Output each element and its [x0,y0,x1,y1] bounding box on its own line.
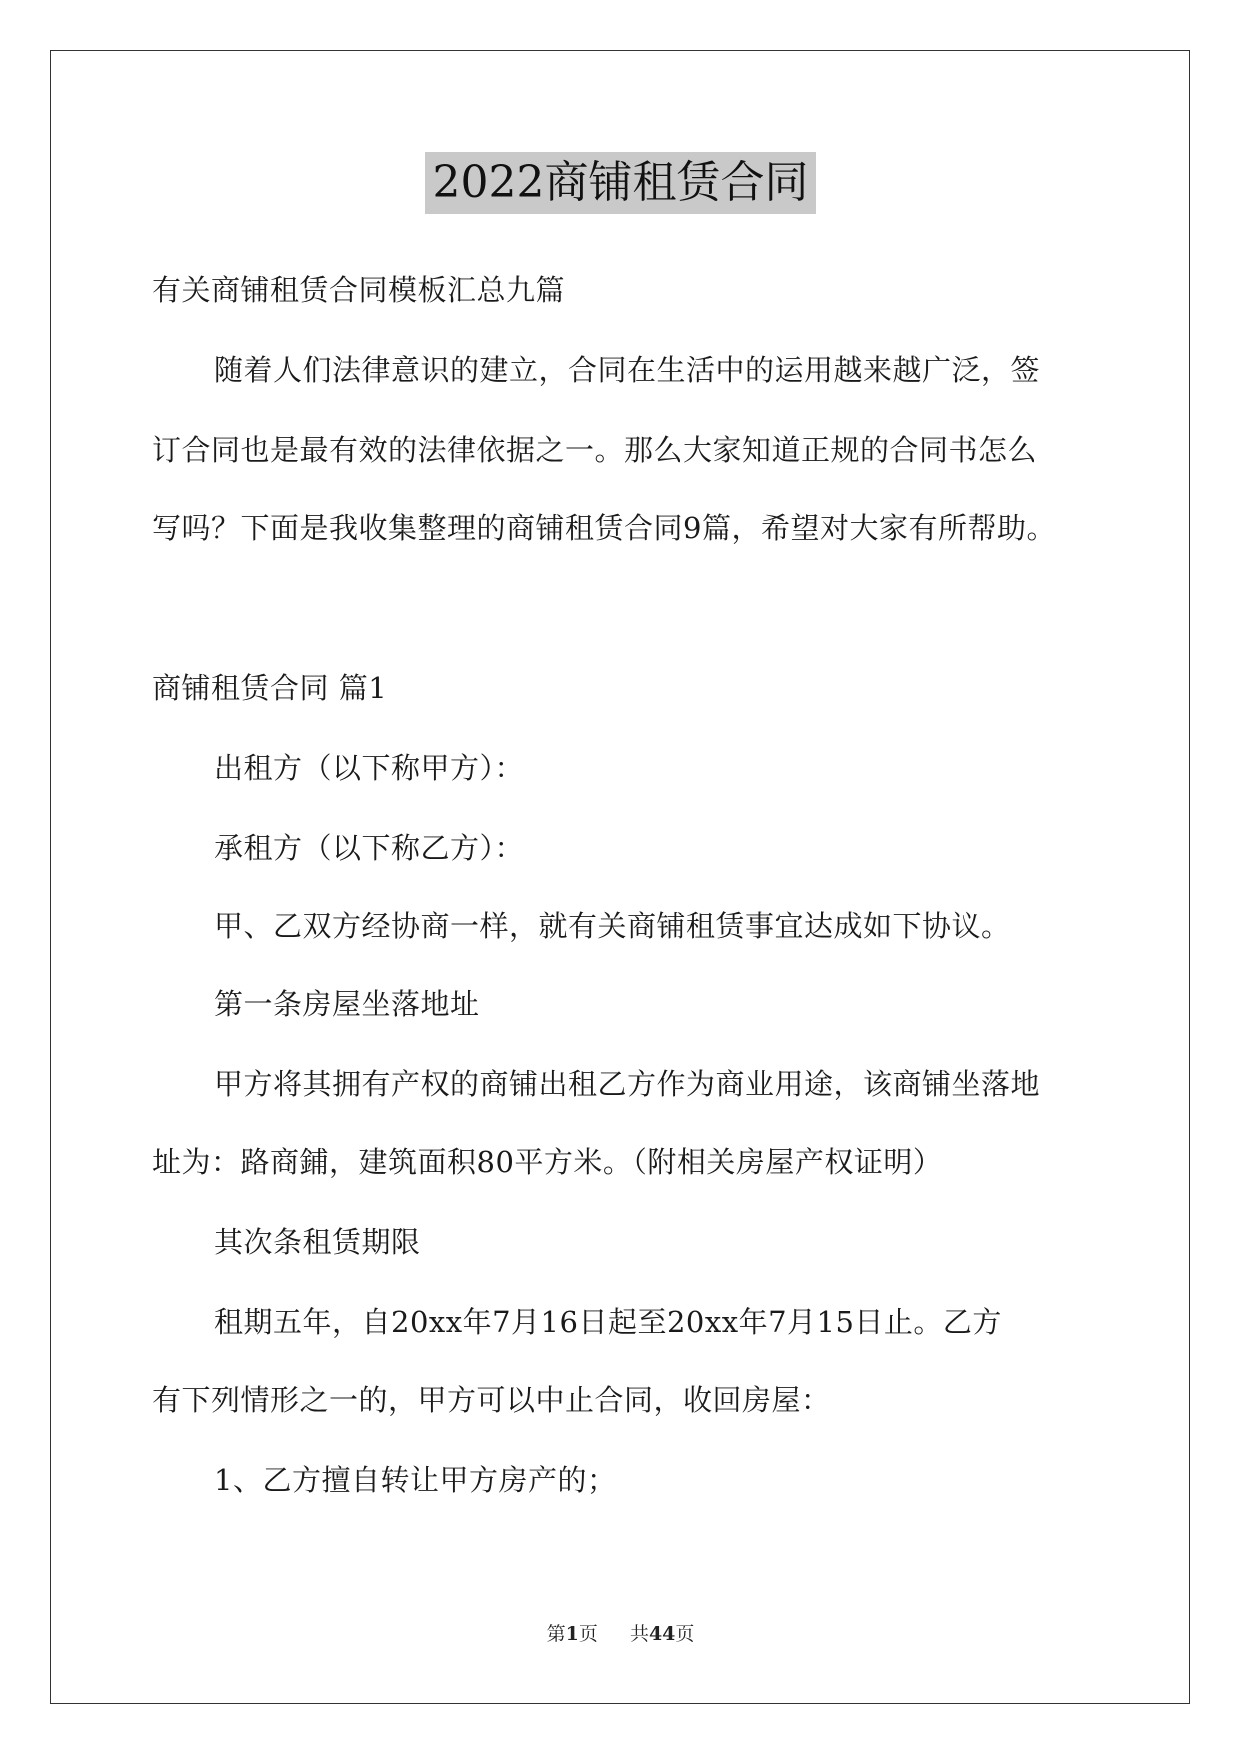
body-line-agreement: 甲、乙双方经协商一样，就有关商铺租赁事宜达成如下协议。 [214,909,1011,943]
article-1-text-2: 址为：路商鋪，建筑面积80平方米。（附相关房屋产权证明） [152,1145,943,1179]
footer-page-number: 1 [565,1623,579,1645]
body-line-lessor: 出租方（以下称甲方）： [214,751,525,785]
article-2-text-1: 租期五年，自20xx年7月16日起至20xx年7月15日止。乙方 [214,1305,1002,1339]
intro-line-1: 随着人们法律意识的建立，合同在生活中的运用越来越广泛，签 [214,353,1041,387]
document-subtitle: 有关商铺租赁合同模板汇总九篇 [152,273,566,307]
article-2-heading: 其次条租赁期限 [214,1225,421,1259]
intro-line-3: 写吗？下面是我收集整理的商铺租赁合同9篇，希望对大家有所帮助。 [152,511,1056,545]
article-2-text-2: 有下列情形之一的，甲方可以中止合同，收回房屋： [152,1383,831,1417]
article-1-text-1: 甲方将其拥有产权的商铺出租乙方作为商业用途，该商铺坐落地 [214,1067,1041,1101]
footer-page-prefix: 第 [546,1623,566,1645]
footer-total-pages: 44 [648,1623,676,1645]
title-container [0,152,1241,214]
footer-total-prefix: 共 [629,1623,649,1645]
footer-page-suffix: 页 [578,1623,598,1645]
intro-line-2: 订合同也是最有效的法律依据之一。那么大家知道正规的合同书怎么 [152,433,1038,467]
document-title: 2022商铺租赁合同 [425,152,817,214]
page-footer [0,1622,1241,1646]
article-1-heading: 第一条房屋坐落地址 [214,987,480,1021]
footer-total-suffix: 页 [675,1623,695,1645]
body-line-lessee: 承租方（以下称乙方）： [214,831,525,865]
section-heading: 商铺租赁合同 篇1 [152,671,388,705]
article-2-item-1: 1、乙方擅自转让甲方房产的； [214,1463,617,1497]
